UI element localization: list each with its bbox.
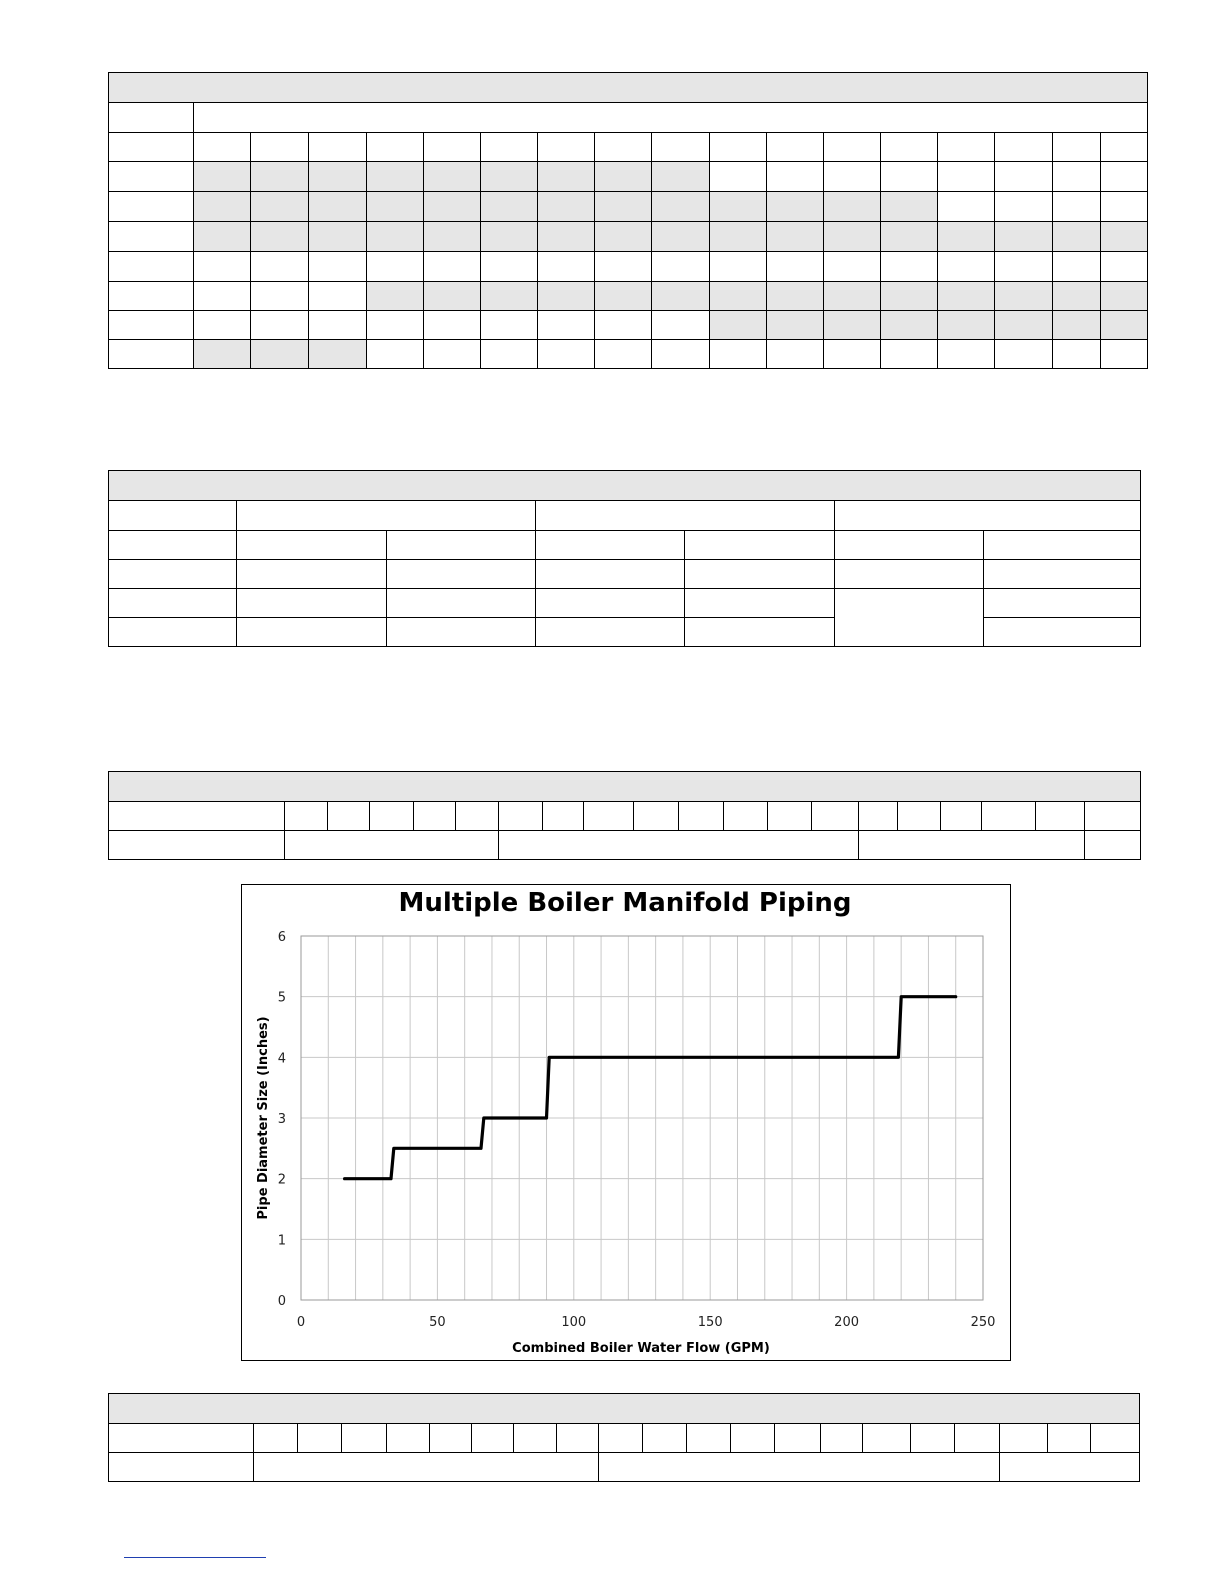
chart-series [345, 997, 956, 1179]
table-row [109, 162, 1148, 192]
table-row [109, 133, 1148, 162]
table-2-header [109, 471, 1141, 501]
table-row [109, 1424, 1140, 1453]
table-3-header [109, 772, 1141, 802]
x-tick-label: 200 [834, 1315, 860, 1330]
chart-ticks [278, 930, 996, 1330]
y-tick-label: 3 [277, 1112, 286, 1127]
table-1-header [109, 73, 1148, 103]
y-tick-label: 0 [277, 1294, 286, 1309]
y-axis-label: Pipe Diameter Size (Inches) [256, 1016, 271, 1220]
table-row [109, 589, 1141, 618]
table-row [109, 802, 1141, 831]
footnote-link-underline[interactable] [124, 1557, 266, 1558]
y-tick-label: 2 [277, 1172, 286, 1188]
table-row [109, 192, 1148, 222]
y-tick-label: 5 [277, 990, 286, 1006]
x-axis-label: Combined Boiler Water Flow (GPM) [512, 1341, 770, 1356]
table-row [109, 831, 1141, 860]
y-tick-label: 6 [277, 930, 286, 945]
chart-grid [301, 936, 983, 1300]
sizing-table-4 [108, 1393, 1140, 1482]
table-4-header [109, 1394, 1140, 1424]
table-row [109, 282, 1148, 311]
x-tick-label: 250 [970, 1315, 996, 1330]
sizing-table-2 [108, 470, 1141, 647]
x-tick-label: 50 [429, 1315, 446, 1330]
manifold-piping-chart [241, 884, 1011, 1361]
table-row [109, 252, 1148, 282]
table-row [109, 618, 1141, 647]
y-tick-label: 1 [277, 1233, 286, 1249]
table-row [109, 1453, 1140, 1482]
y-tick-label: 4 [277, 1051, 286, 1067]
x-tick-label: 0 [296, 1315, 306, 1330]
table-row [109, 340, 1148, 369]
table-row [109, 531, 1141, 560]
table-1-corner-cell [109, 103, 194, 133]
sizing-table-3 [108, 771, 1141, 860]
x-tick-label: 100 [561, 1315, 587, 1330]
table-row [109, 311, 1148, 340]
table-row [109, 222, 1148, 252]
x-tick-label: 150 [697, 1315, 723, 1330]
chart-canvas [242, 885, 1012, 1362]
series-line [345, 997, 956, 1179]
table-row [109, 501, 1141, 531]
chart-title: Multiple Boiler Manifold Piping [398, 888, 852, 918]
table-1-subheader [194, 103, 1148, 133]
sizing-table-1 [108, 72, 1148, 369]
table-row [109, 560, 1141, 589]
